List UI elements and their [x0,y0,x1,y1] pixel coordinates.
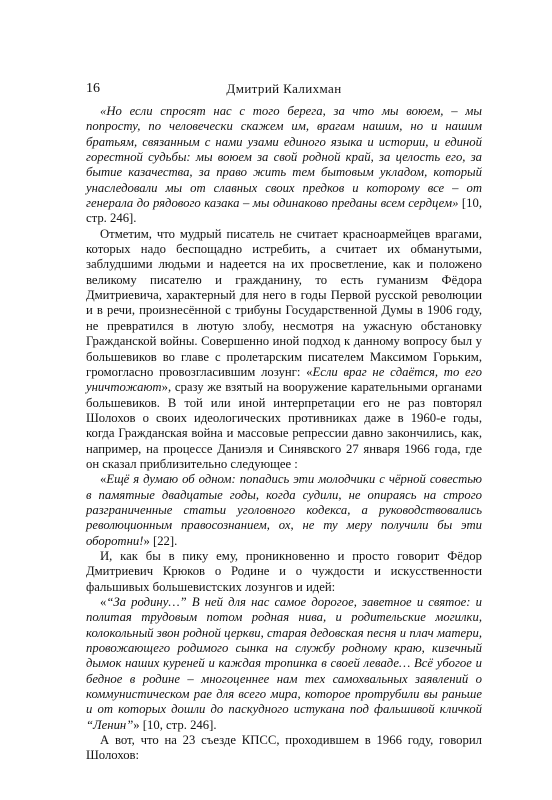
body-paragraph [86,549,482,595]
quote-paragraph [86,104,482,227]
page-header [86,80,482,98]
body-paragraph [86,227,482,473]
page-number: 16 [86,81,100,96]
citation: » [10, стр. 246]. [133,717,217,732]
quote-paragraph [86,595,482,733]
quote-text: «Но если спросят нас с того берега, за что мы воюем, – мы попросту, по человечески скажем им, врагам нашим, но и нашим братьям, связанным с нами узами единого языка и истории, и единой горестной судьбы: мы воюем за свой родной край, за целость его, за бытие казачества, за право жить тем бытовым укладом, который унаследовали мы от славных своих предков и которому все – от генерала до рядового казака – мы одинаково преданы всем сердцем» [86,104,482,211]
citation: [10, стр. 246]. [86,196,482,226]
paragraph-text: », сразу же взятый на вооружение карательными органами большевиков. В той или иной интерпретации его не раз повторял Шолохов о своих идеологических противниках даже в 1960-е годы, когда Гражданская война и массовые репрессии давно закончились, как, например, на процессе Даниэля и Синявского 27 января 1966 года, где он сказал приблизительно следующее : [86,380,482,471]
quote-paragraph [86,472,482,549]
quote-mark: « [100,472,107,487]
paragraph-text: А вот, что на 23 съезде КПСС, проходившем в 1966 году, говорил Шолохов: [86,733,482,763]
quote-text: Ещё я думаю об одном: попадись эти молодчики с чёрной совестью в памятные двадцатые годы, когда судили, не опираясь на строго разграниченные статьи уголовного кодекса, а руководствовались революционным правосознанием, ох, не ту меру получили бы эти оборотни! [86,472,482,548]
paragraph-text: Отметим, что мудрый писатель не считает красноармейцев врагами, которых надо беспощадно истребить, а считает их обманутыми, заблудшими людьми и надеется на их просветление, как и положено великому писателю и гражданину, то есть гуманизм Фёдора Дмитриевича, характерный для него в годы Первой русской революции и в речи, произнесённой с трибуны Государственной Думы в 1906 году, не превратился в лютую злобу, несмотря на ужасную обстановку Гражданской войны. Совершенно иной подход к данному вопросу был у большевиков во главе с пролетарским писателем Максимом Горьким, громогласно провозгласившим лозунг: « [86,226,482,379]
paragraph-text: И, как бы в пику ему, проникновенно и просто говорит Фёдор Дмитриевич Крюков о Родине и о чуждости и искусственности фальшивых большевистских лозунгов и идей: [86,548,482,594]
quote-text: “За родину…” В ней для нас самое дорогое, заветное и святое: и политая трудовым потом родная нива, и родительские могилки, колокольный звон родной церкви, старая дедовская песня и плач матери, провожающего родимого сынка на службу родному краю, кизечный дымок наших куреней и каждая тропинка в своей леваде… Всё убогое и бедное в родине – многоценнее нам тех самохвальных заявлений о коммунистическом рае для всего мира, которое протрубили вы раньше и от которых дошли до паскудного истукана под фальшивой кличкой “Ленин” [86,595,482,732]
running-title: Дмитрий Калихман [226,81,342,96]
slogan-text: Если враг не сдаётся, то его уничтожают [86,364,482,395]
citation: » [22]. [143,533,178,548]
body-paragraph [86,733,482,764]
quote-mark: « [100,595,107,609]
body-text [86,104,482,764]
